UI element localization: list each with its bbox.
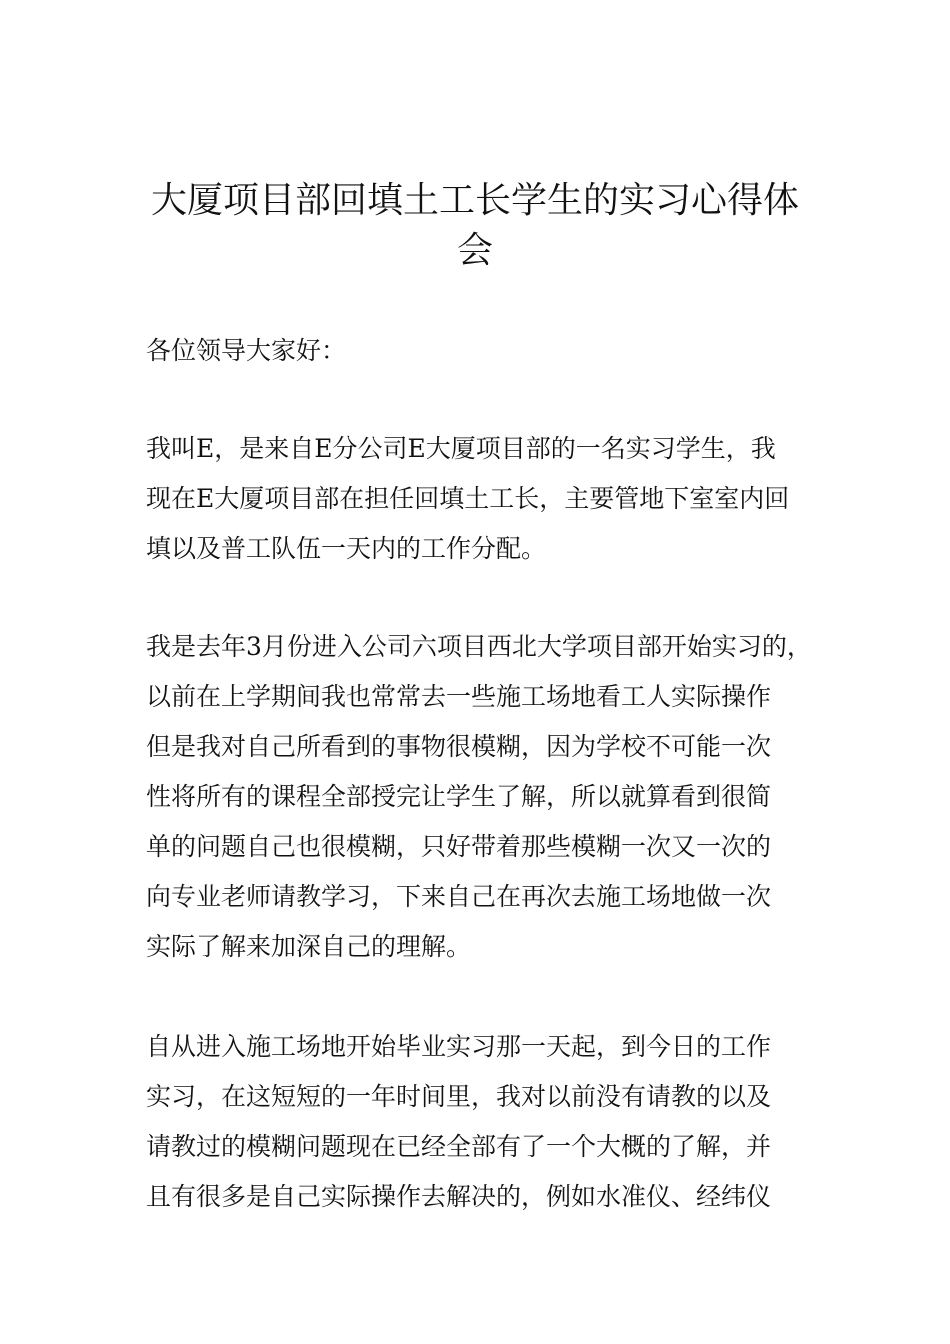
paragraph-line: 我是去年3月份进入公司六项目西北大学项目部开始实习的， (146, 632, 812, 661)
paragraph-line: 填以及普工队伍一天内的工作分配。 (146, 534, 547, 563)
greeting-text: 各位领导大家好： (146, 336, 347, 365)
title-line: 会 (456, 230, 493, 271)
title-line: 大厦项目部回填土工长学生的实习心得体 (150, 180, 799, 221)
paragraph-line: 实际了解来加深自己的理解。 (146, 932, 472, 961)
paragraph-3 (146, 1022, 836, 1222)
paragraph-line: 向专业老师请教学习，下来自己在再次去施工场地做一次 (146, 882, 772, 911)
greeting (146, 326, 836, 376)
paragraph-line: 单的问题自己也很模糊，只好带着那些模糊一次又一次的 (146, 832, 772, 861)
paragraph-1 (146, 424, 836, 574)
paragraph-line: 现在E大厦项目部在担任回填土工长，主要管地下室室内回 (146, 484, 790, 513)
paragraph-line: 以前在上学期间我也常常去一些施工场地看工人实际操作 (146, 682, 772, 711)
paragraph-line: 实习，在这短短的一年时间里，我对以前没有请教的以及 (146, 1082, 772, 1111)
paragraph-line: 性将所有的课程全部授完让学生了解，所以就算看到很简 (146, 782, 772, 811)
paragraph-line: 但是我对自己所看到的事物很模糊，因为学校不可能一次 (146, 732, 772, 761)
paragraph-line: 且有很多是自己实际操作去解决的，例如水准仪、经纬仪 (146, 1182, 772, 1211)
paragraph-2 (146, 622, 836, 972)
paragraph-line: 请教过的模糊问题现在已经全部有了一个大概的了解，并 (146, 1132, 772, 1161)
paragraph-line: 自从进入施工场地开始毕业实习那一天起，到今日的工作 (146, 1032, 772, 1061)
document-title (140, 176, 810, 276)
paragraph-line: 我叫E，是来自E分公司E大厦项目部的一名实习学生，我 (146, 434, 776, 463)
